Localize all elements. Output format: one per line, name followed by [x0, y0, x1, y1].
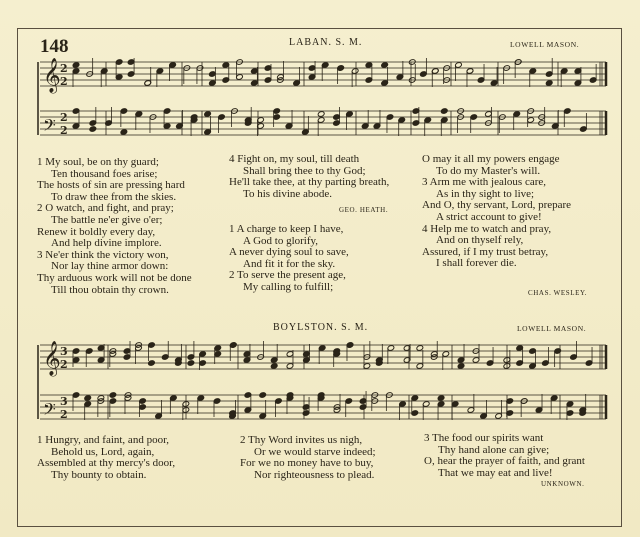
note-head	[169, 62, 177, 69]
note-head	[187, 360, 195, 367]
note-head	[72, 62, 80, 69]
verse-column	[240, 435, 376, 481]
note-head	[259, 392, 267, 399]
note-head	[437, 395, 445, 402]
hymn-title: LABAN. S. M.	[289, 37, 363, 48]
note-head	[135, 111, 143, 118]
hymn-composer: LOWELL MASON.	[510, 40, 580, 49]
verse-line: I shall forever die.	[436, 257, 517, 270]
time-signature-numerator: 3	[60, 395, 68, 408]
verse-line: To draw thee from the skies.	[51, 190, 177, 203]
verse-line: Nor lay thine armor down:	[51, 260, 169, 273]
verse-line: 2 To serve the present age,	[229, 269, 346, 282]
verse-line: 1 Hungry, and faint, and poor,	[37, 434, 170, 446]
verse-line: Till thou obtain thy crown.	[51, 283, 169, 296]
verse-line: And O, thy servant, Lord, prepare	[422, 199, 572, 212]
verse-line: The battle ne'er give o'er;	[51, 213, 163, 226]
note-head	[109, 392, 117, 399]
page-number: 148	[40, 36, 69, 57]
note-head	[545, 80, 553, 87]
note-head	[346, 342, 354, 349]
hymn-title: BOYLSTON. S. M.	[273, 322, 369, 333]
note-head	[337, 65, 345, 72]
time-signature-denominator: 2	[60, 75, 68, 88]
bass-clef-icon: 𝄢	[43, 399, 56, 423]
verse-line: Ten thousand foes arise;	[51, 167, 158, 180]
verse-line: And help divine implore.	[51, 237, 162, 250]
time-signature-denominator: 2	[60, 358, 68, 371]
hymn-author: CHAS. WESLEY.	[528, 289, 588, 297]
verse-line: The hosts of sin are pressing hard	[37, 179, 185, 192]
verse-column	[422, 154, 571, 270]
note-head	[144, 80, 152, 87]
verse-column	[424, 433, 585, 479]
verse-line: O, hear the prayer of faith, and grant	[424, 455, 585, 468]
verse-column	[229, 154, 389, 200]
hymn-author: UNKNOWN.	[541, 480, 585, 488]
verse-line: My calling to fulfill;	[243, 280, 334, 293]
note-head	[229, 342, 237, 349]
note-head	[120, 129, 128, 136]
verse-line: As in thy sight to live;	[436, 187, 535, 200]
verse-line: To his divine abode.	[243, 187, 333, 200]
verse-line: And fit it for the sky.	[243, 257, 336, 270]
note-head	[431, 68, 439, 75]
verse-line: He'll take thee, at thy parting breath,	[229, 176, 390, 189]
note-head	[440, 108, 448, 115]
time-signature-denominator: 2	[60, 124, 68, 137]
verse-line: 2 O watch, and fight, and pray;	[37, 202, 174, 215]
verse-line: 4 Help me to watch and pray,	[422, 222, 552, 235]
note-head	[270, 363, 278, 370]
verse-column	[37, 157, 192, 296]
note-head	[317, 111, 325, 118]
verse-line: 1 My soul, be on thy guard;	[37, 156, 159, 168]
verse-column	[37, 435, 175, 481]
time-signature-denominator: 2	[60, 408, 68, 421]
note-head	[466, 68, 474, 75]
hymn-composer: LOWELL MASON.	[517, 324, 587, 333]
verse-line: That we may eat and live!	[438, 466, 553, 479]
note-head	[285, 123, 293, 130]
verse-column	[229, 224, 349, 294]
note-head	[84, 395, 92, 402]
time-signature-numerator: 2	[60, 62, 68, 75]
verse-line: Assembled at thy mercy's door,	[37, 457, 176, 470]
verse-line: And on thyself rely,	[436, 234, 524, 247]
verse-line: 2 Thy Word invites us nigh,	[240, 434, 363, 446]
verse-line: Thy hand alone can give;	[438, 443, 550, 456]
treble-clef-icon: 𝄞	[43, 341, 61, 376]
hymn-author: GEO. HEATH.	[339, 206, 389, 214]
time-signature-numerator: 2	[60, 111, 68, 124]
verse-line: To do my Master's will.	[436, 164, 541, 177]
bass-clef-icon: 𝄢	[43, 115, 56, 139]
verse-line: Assured, if I my trust betray,	[422, 245, 549, 258]
note-head	[457, 363, 465, 370]
treble-clef-icon: 𝄞	[43, 58, 61, 93]
verse-line: A never dying soul to save,	[229, 246, 349, 259]
verse-line: 4 Fight on, my soul, till death	[229, 153, 360, 165]
verse-line: 3 Ne'er think the victory won,	[37, 248, 169, 261]
time-signature-numerator: 3	[60, 345, 68, 358]
verse-line: 3 Arm me with jealous care,	[422, 176, 547, 189]
verse-line: Thy bounty to obtain.	[51, 468, 147, 481]
verse-line: A God to glorify,	[243, 234, 319, 247]
verse-line: Thy arduous work will not be done	[37, 271, 192, 284]
verse-line: Or we would starve indeed;	[254, 445, 376, 458]
note-head	[89, 126, 97, 133]
verse-line: Shall bring thee to thy God;	[243, 164, 366, 177]
verse-line: 3 The food our spirits want	[424, 432, 544, 444]
verse-line: Behold us, Lord, again,	[51, 445, 155, 458]
verse-line: A strict account to give!	[436, 210, 542, 223]
verse-line: Nor righteousness to plead.	[254, 468, 375, 481]
verse-line: 1 A charge to keep I have,	[229, 223, 344, 235]
verse-line: O may it all my powers engage	[422, 153, 560, 165]
verse-line: Renew it boldly every day,	[37, 225, 156, 238]
verse-line: For we no money have to buy,	[240, 457, 374, 470]
